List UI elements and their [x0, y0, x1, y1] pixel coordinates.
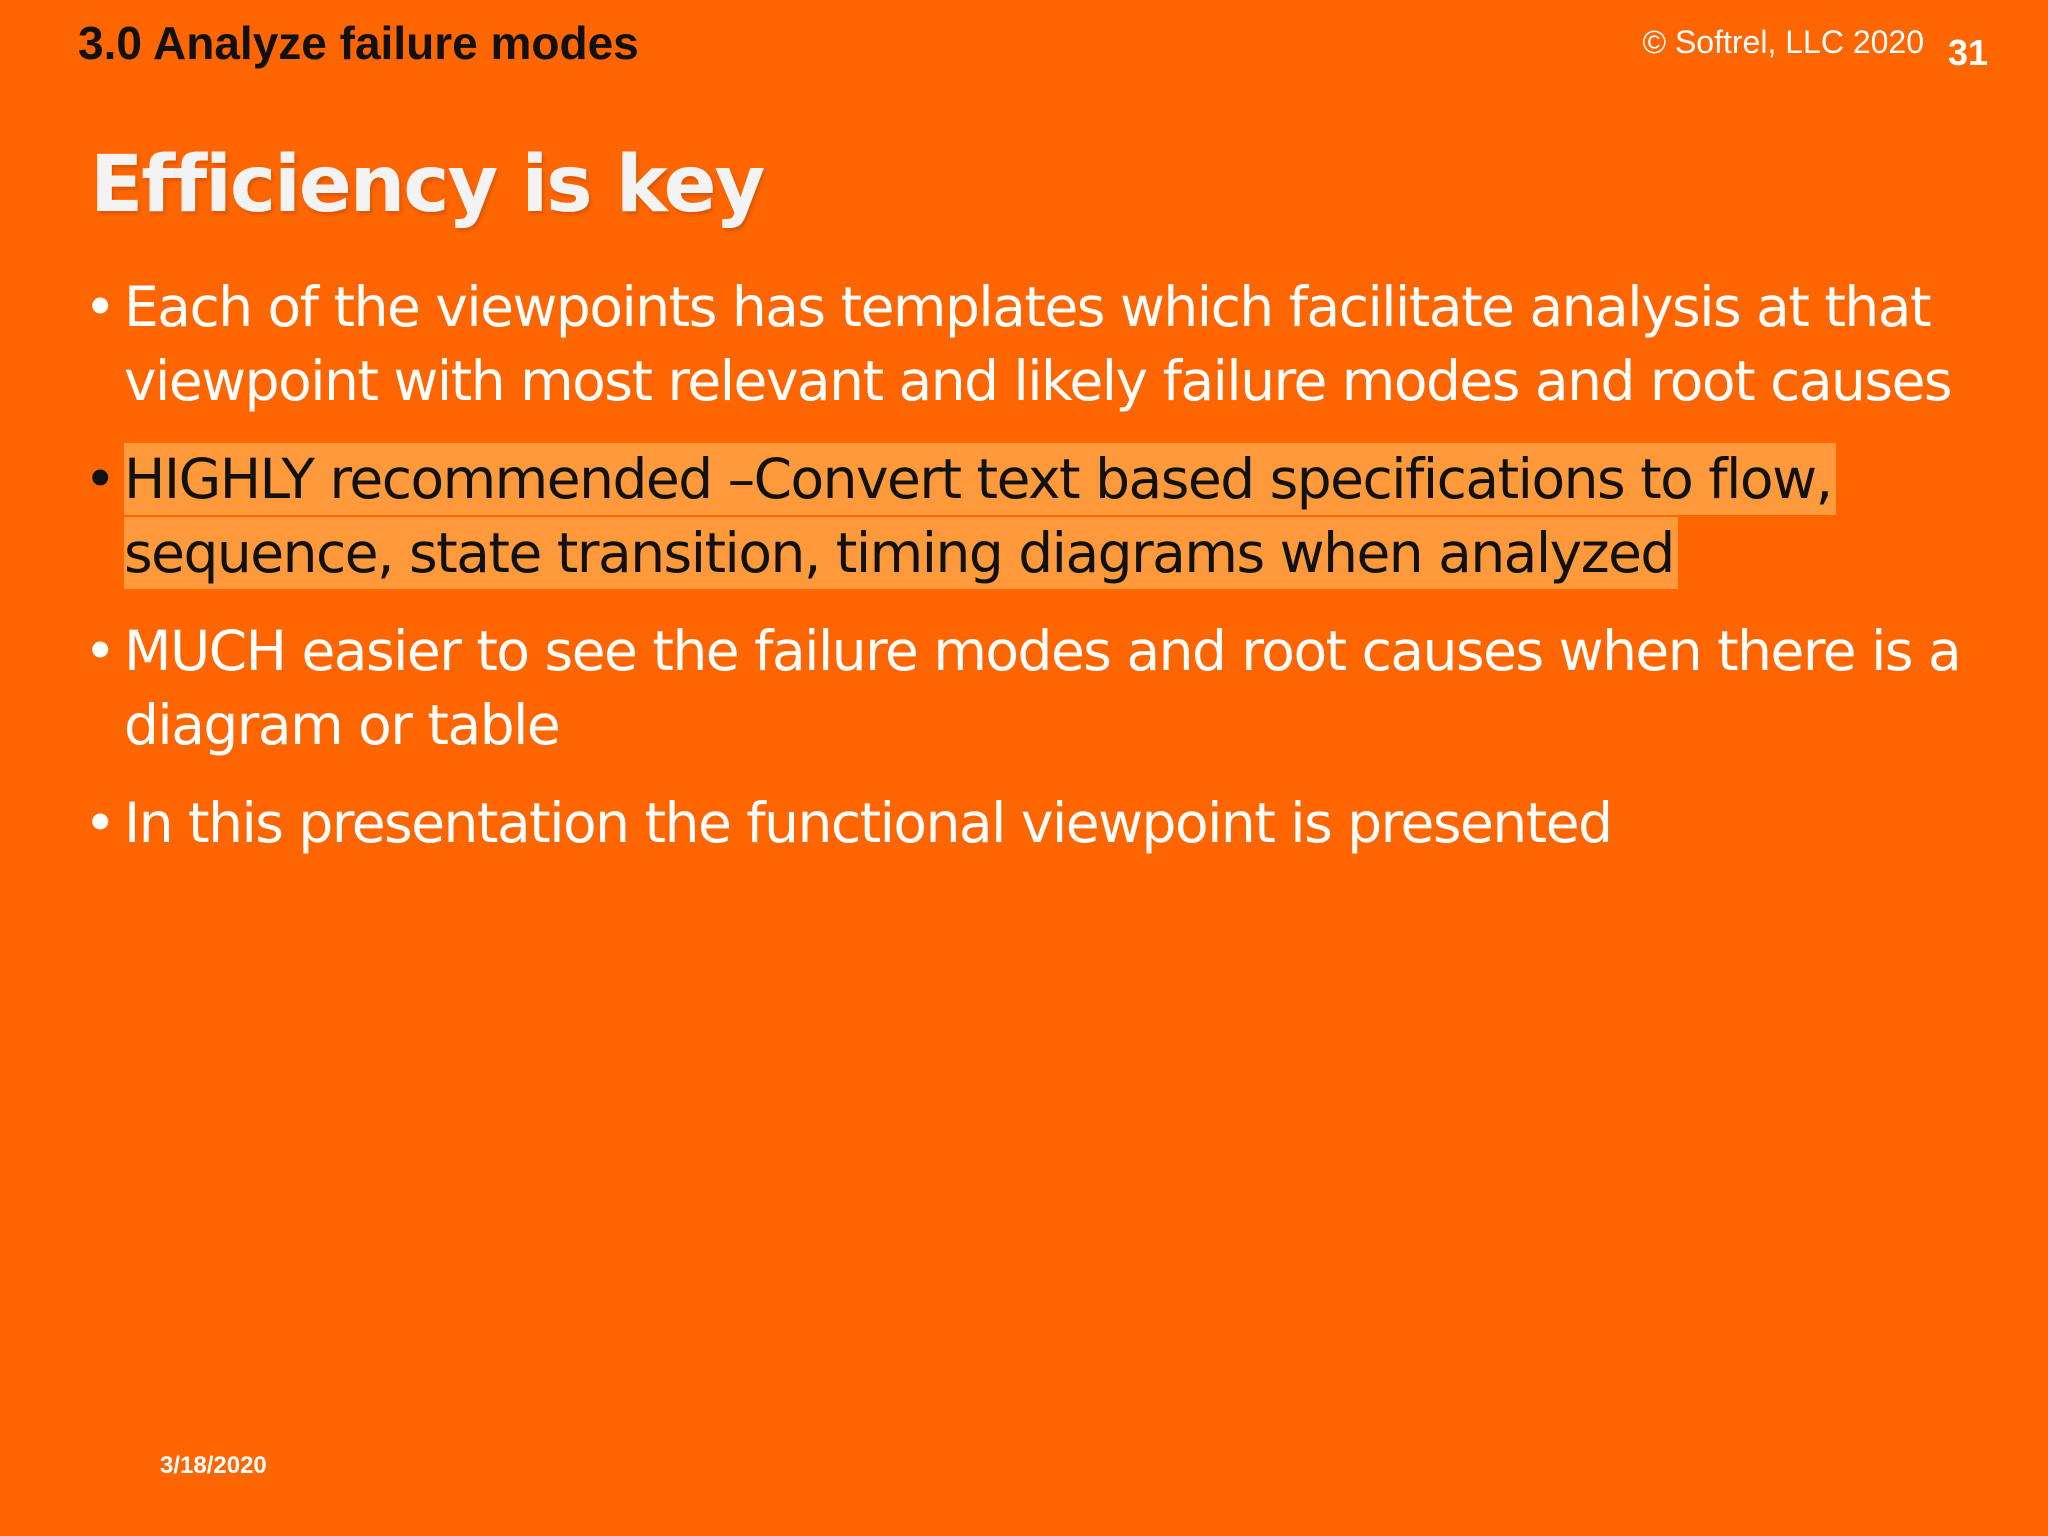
- bullet-text: MUCH easier to see the failure modes and root causes when there is a diagram or table: [124, 619, 1961, 757]
- bullet-point-icon: •: [84, 619, 115, 683]
- bullet-item: [84, 270, 1964, 418]
- section-title: 3.0 Analyze failure modes: [78, 17, 639, 69]
- bullet-text-highlighted: HIGHLY recommended –Convert text based specifications to flow, sequence, state transition, timing diagrams when analyzed: [124, 443, 1836, 589]
- slide-title: Efficiency is key: [90, 140, 764, 230]
- bullet-text: Each of the viewpoints has templates which facilitate analysis at that viewpoint with most relevant and likely failure modes and root causes: [124, 275, 1952, 413]
- copyright-notice: © Softrel, LLC 2020: [1642, 24, 1924, 60]
- bullet-item-highlighted: [84, 442, 1964, 590]
- bullet-point-icon: •: [84, 447, 115, 511]
- bullet-item: [84, 786, 1964, 860]
- bullet-point-icon: •: [84, 275, 115, 339]
- page-number: 31: [1947, 32, 1988, 73]
- bullet-list: [84, 270, 1964, 884]
- bullet-item: [84, 614, 1964, 762]
- slide-date: 3/18/2020: [160, 1452, 267, 1479]
- bullet-point-icon: •: [84, 791, 115, 855]
- bullet-text: In this presentation the functional viewpoint is presented: [124, 791, 1612, 855]
